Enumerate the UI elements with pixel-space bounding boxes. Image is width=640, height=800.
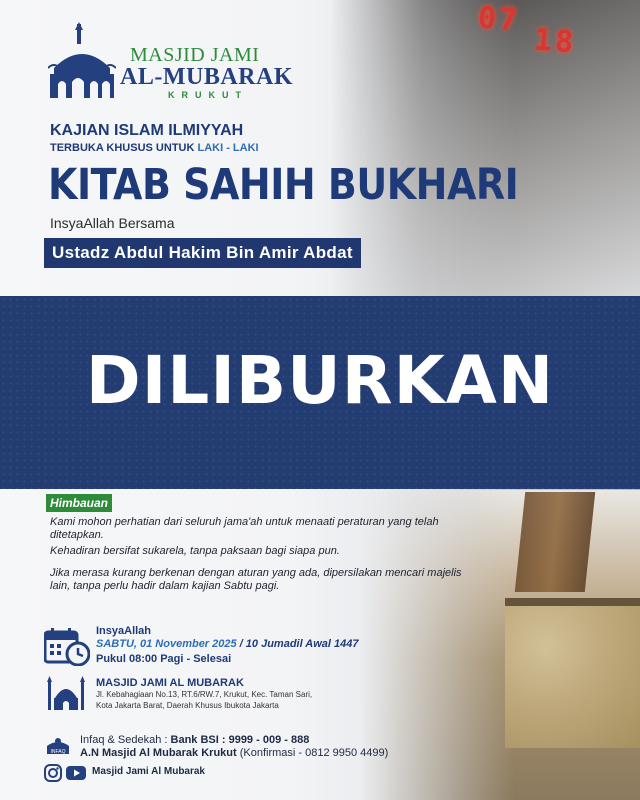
social-handle[interactable]: Masjid Jami Al Mubarak xyxy=(92,766,205,777)
infaq-line xyxy=(80,734,309,746)
cancellation-text: DILIBURKAN xyxy=(85,342,555,419)
event-insya: InsyaAllah xyxy=(96,625,152,637)
infaq-icon-label: INFAQ xyxy=(50,749,66,755)
brand-line-1: MASJID JAMI xyxy=(130,44,260,66)
event-time: Pukul 08:00 Pagi - Selesai xyxy=(96,653,232,665)
account-name-line xyxy=(80,747,388,759)
notice-label: Himbauan xyxy=(46,494,112,512)
page-title: KITAB SAHIH BUKHARI xyxy=(48,160,519,210)
audience-prefix: TERBUKA KHUSUS UNTUK xyxy=(50,142,198,154)
venue-address-line-2: Kota Jakarta Barat, Daerah Khusus Ibukota Jakarta xyxy=(96,701,279,710)
mosque-icon xyxy=(46,676,86,712)
speaker-name: Ustadz Abdul Hakim Bin Amir Abdat xyxy=(44,238,361,268)
venue-name: MASJID JAMI AL MUBARAK xyxy=(96,677,244,689)
calendar-clock-icon xyxy=(44,628,90,666)
led-display-digits: 07 xyxy=(476,0,522,39)
brand-line-3: KRUKUT xyxy=(168,90,248,100)
with-text: InsyaAllah Bersama xyxy=(50,215,175,231)
background-photo-top xyxy=(330,0,640,300)
account-name: A.N Masjid Al Mubarak Krukut xyxy=(80,747,237,759)
audience-note xyxy=(50,142,259,154)
instagram-icon[interactable] xyxy=(44,764,62,782)
event-date-main: SABTU, 01 November 2025 xyxy=(96,638,237,650)
venue-address-line-1: Jl. Kebahagiaan No.13, RT.6/RW.7, Krukut, Kec. Taman Sari, xyxy=(96,690,313,699)
podium-stone xyxy=(505,598,640,748)
notice-paragraph-1: Kami mohon perhatian dari seluruh jama'ah untuk menaati peraturan yang telah ditetapkan. xyxy=(50,516,439,541)
youtube-icon[interactable] xyxy=(66,765,86,781)
audience-highlight: LAKI - LAKI xyxy=(197,142,259,154)
brand-line-2: AL-MUBARAK xyxy=(120,64,293,90)
infaq-prefix: Infaq & Sedekah : xyxy=(80,734,171,746)
led-display-digits-2: 18 xyxy=(532,22,578,61)
confirmation-contact: (Konfirmasi - 0812 9950 4499) xyxy=(236,747,389,759)
podium-wood xyxy=(515,492,596,592)
event-date-separator: / xyxy=(236,638,246,650)
mosque-logo-icon xyxy=(48,22,116,100)
infaq-bank: Bank BSI : 9999 - 009 - 888 xyxy=(170,734,310,746)
notice-paragraph-2: Kehadiran bersifat sukarela, tanpa paksaan bagi siapa pun. xyxy=(50,545,340,557)
notice-paragraph-3: Jika merasa kurang berkenan dengan aturan yang ada, dipersilakan mencari majelis lain, tanpa perlu hadir dalam kajian Sabtu pagi. xyxy=(50,567,462,592)
infaq-hand-icon xyxy=(44,734,72,758)
event-kicker: KAJIAN ISLAM ILMIYYAH xyxy=(50,122,244,139)
event-date-hijri: 10 Jumadil Awal 1447 xyxy=(245,638,359,650)
event-date xyxy=(96,638,359,650)
